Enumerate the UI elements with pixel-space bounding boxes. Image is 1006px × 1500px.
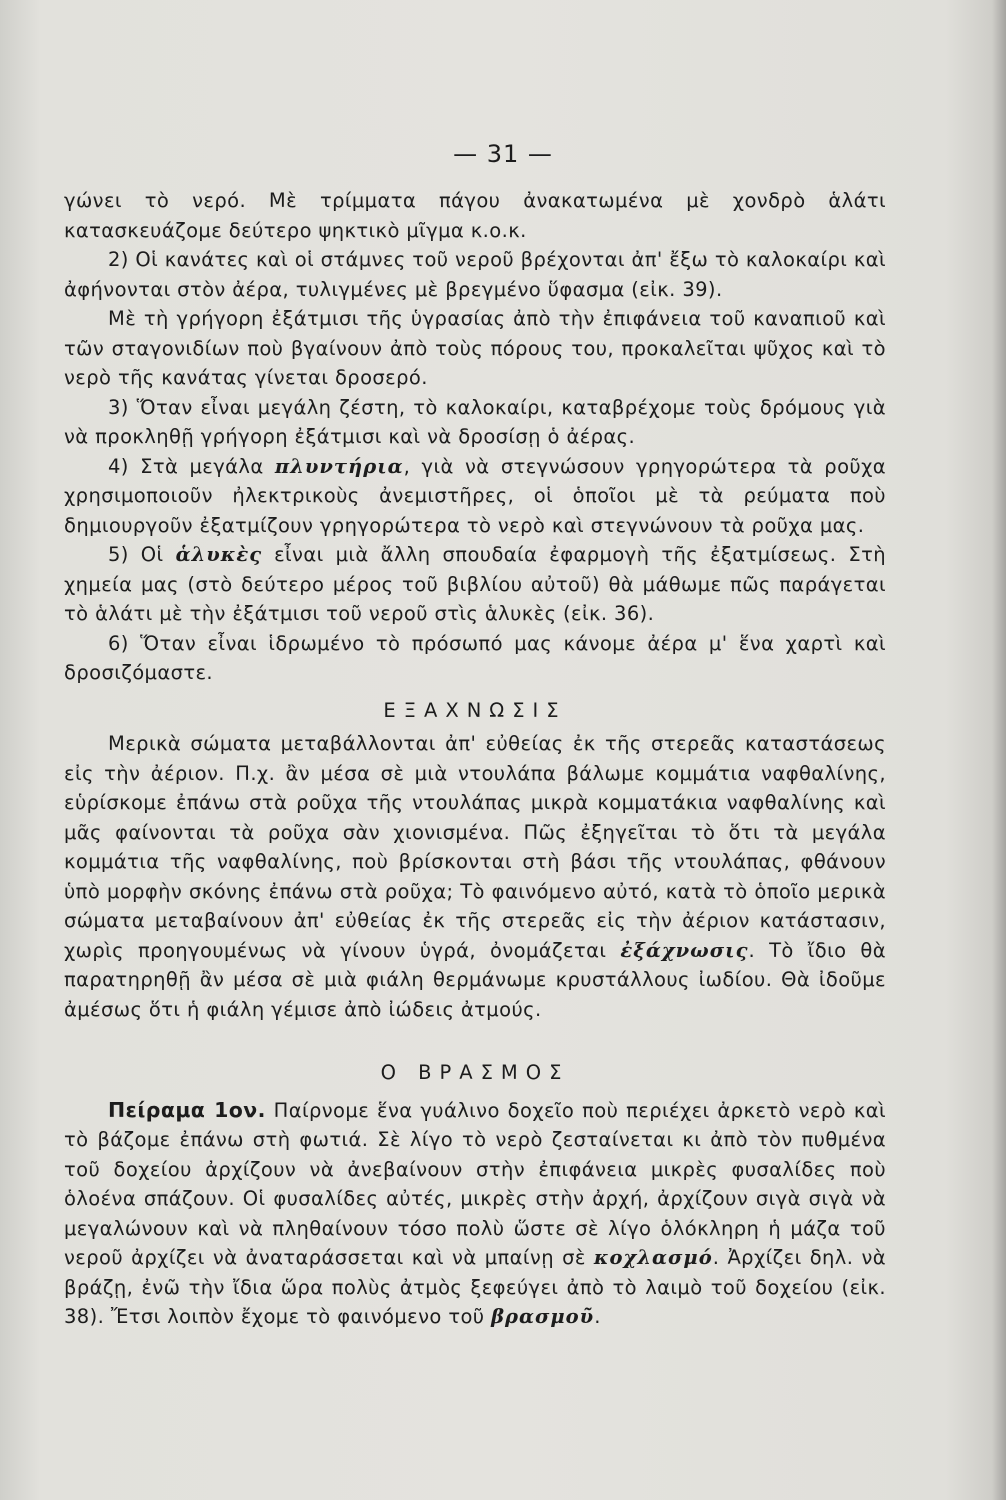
experiment-label: Πείραμα 1ον. [108,1097,266,1122]
section-heading-sublimation: ΕΞΑΧΝΩΣΙΣ [383,698,567,722]
body-text [64,186,886,1332]
emphasis-term: πλυντήρια [274,454,404,478]
emphasis-term: βρασμοῦ [491,1305,595,1328]
paragraph-explanation: Μὲ τὴ γρήγορη ἐξάτμισι τῆς ὑγρασίας ἀπὸ τὴν ἐπιφάνεια τοῦ καναπιοῦ καὶ τῶν σταγονιδίων ποὺ βγαίνουν ἀπὸ τοὺς πόρους του, προκαλεῖται ψῦχος καὶ τὸ νερὸ τῆς κανάτας γίνεται δροσερό. [64,307,886,389]
paragraph-item-4: 4) Στὰ μεγάλα πλυντήρια, γιὰ νὰ στεγνώσουν γρηγορώτερα τὰ ροῦχα χρησιμοποιοῦν ἠλεκτρικοὺς ἀνεμιστῆρες, οἱ ὁποῖοι μὲ τὰ ρεύματα ποὺ δημιουργοῦν ἐξατμίζουν γρηγορώτερα τὸ νερὸ καὶ στεγνώνουν τὰ ροῦχα μας. [64,454,887,537]
section-heading-boiling: Ο ΒΡΑΣΜΟΣ [380,1061,570,1084]
emphasis-term: ἐξάχνωσις [620,938,749,962]
emphasis-term: κοχλασμό [593,1246,713,1269]
paragraph-experiment-1: Πείραμα 1ον. Παίρνομε ἕνα γυάλινο δοχεῖο ποὺ περιέχει ἀρκετὸ νερὸ καὶ τὸ βάζομε ἐπάνω στὴ φωτιά. Σὲ λίγο τὸ νερὸ ζεσταίνεται κι ἀπὸ τὸν πυθμένα τοῦ δοχείου ἀρχίζουν νὰ ἀνεβαίνουν στὴν ἐπιφάνεια μικρὲς φυσαλίδες ποὺ ὁλοένα σπάζουν. Οἱ φυσαλίδες αὐτές, μικρὲς στὴν ἀρχή, ἀρχίζουν σιγὰ σιγὰ νὰ μεγαλώνουν καὶ νὰ πληθαίνουν τόσο πολὺ ὥστε σὲ λίγο ὁλόκληρη ἡ μάζα τοῦ νεροῦ ἀρχίζει νὰ ἀναταράσσεται καὶ νὰ μπαίνῃ σὲ κοχλασμό. Ἀρχίζει δηλ. νὰ βράζῃ, ἐνῶ τὴν ἴδια ὥρα πολὺς ἀτμὸς ξεφεύγει ἀπὸ τὸ λαιμὸ τοῦ δοχείου (εἰκ. 38). Ἔτσι λοιπὸν ἔχομε τὸ φαινόμενο τοῦ βρασμοῦ. [64,1097,886,1328]
emphasis-term: ἁλυκὲς [175,543,263,566]
paragraph-sublimation: Μερικὰ σώματα μεταβάλλονται ἀπ' εὐθείας ἐκ τῆς στερεᾶς καταστάσεως εἰς τὴν ἀέριον. Π.χ. ἂν μέσα σὲ μιὰ ντουλάπα βάλωμε κομμάτια ναφθαλίνης, εὑρίσκομε ἐπάνω στὰ ροῦχα τῆς ντουλάπας μικρὰ κομματάκια ναφθαλίνης καὶ μᾶς φαίνονται τὰ ροῦχα σὰν χιονισμένα. Πῶς ἐξηγεῖται τὸ ὅτι τὰ μεγάλα κομμάτια τῆς ναφθαλίνης, ποὺ βρίσκονται στὴ βάσι τῆς ντουλάπας, φθάνουν ὑπὸ μορφὴν σκόνης ἐπάνω στὰ ροῦχα; Τὸ φαινόμενο αὐτό, κατὰ τὸ ὁποῖο μερικὰ σώματα μεταβαίνουν ἀπ' εὐθείας ἐκ τῆς στερεᾶς εἰς τὴν ἀέριον κατάστασιν, χωρὶς προηγουμένως νὰ γίνουν ὑγρά, ὀνομάζεται ἐξάχνωσις. Τὸ ἴδιο θὰ παρατηρηθῇ ἂν μέσα σὲ μιὰ φιάλη θερμάνωμε κρυστάλλους ἰωδίου. Θὰ ἰδοῦμε ἀμέσως ὅτι ἡ φιάλη γέμισε ἀπὸ ἰώδεις ἀτμούς. [64,732,887,1021]
paragraph-item-2: 2) Οἱ κανάτες καὶ οἱ στάμνες τοῦ νεροῦ βρέχονται ἀπ' ἔξω τὸ καλοκαίρι καὶ ἀφήνονται στὸν ἀέρα, τυλιγμένες μὲ βρεγμένο ὕφασμα (εἰκ. 39). [64,248,886,301]
paragraph-continuation: γώνει τὸ νερό. Μὲ τρίμματα πάγου ἀνακατωμένα μὲ χονδρὸ ἁλάτι κατασκευάζομε δεύτερο ψηκτικὸ μῖγμα κ.ο.κ. [64,189,886,242]
paragraph-item-6: 6) Ὅταν εἶναι ἱδρωμένο τὸ πρόσωπό μας κάνομε ἀέρα μ' ἕνα χαρτὶ καὶ δροσιζόμαστε. [64,631,886,684]
paragraph-item-5: 5) Οἱ ἁλυκὲς εἶναι μιὰ ἄλλη σπουδαία ἐφαρμογὴ τῆς ἐξατμίσεως. Στὴ χημεία μας (στὸ δεύτερο μέρος τοῦ βιβλίου αὐτοῦ) θὰ μάθωμε πῶς παράγεται τὸ ἁλάτι μὲ τὴν ἐξάτμισι τοῦ νεροῦ στὶς ἁλυκὲς (εἰκ. 36). [64,543,886,625]
page-number: — 31 — [453,140,553,168]
page-edge-shadow [992,0,1006,1500]
paragraph-item-3: 3) Ὅταν εἶναι μεγάλη ζέστη, τὸ καλοκαίρι, καταβρέχομε τοὺς δρόμους γιὰ νὰ προκληθῇ γρήγορη ἐξάτμισι καὶ νὰ δροσίσῃ ὁ ἀέρας. [64,395,886,448]
